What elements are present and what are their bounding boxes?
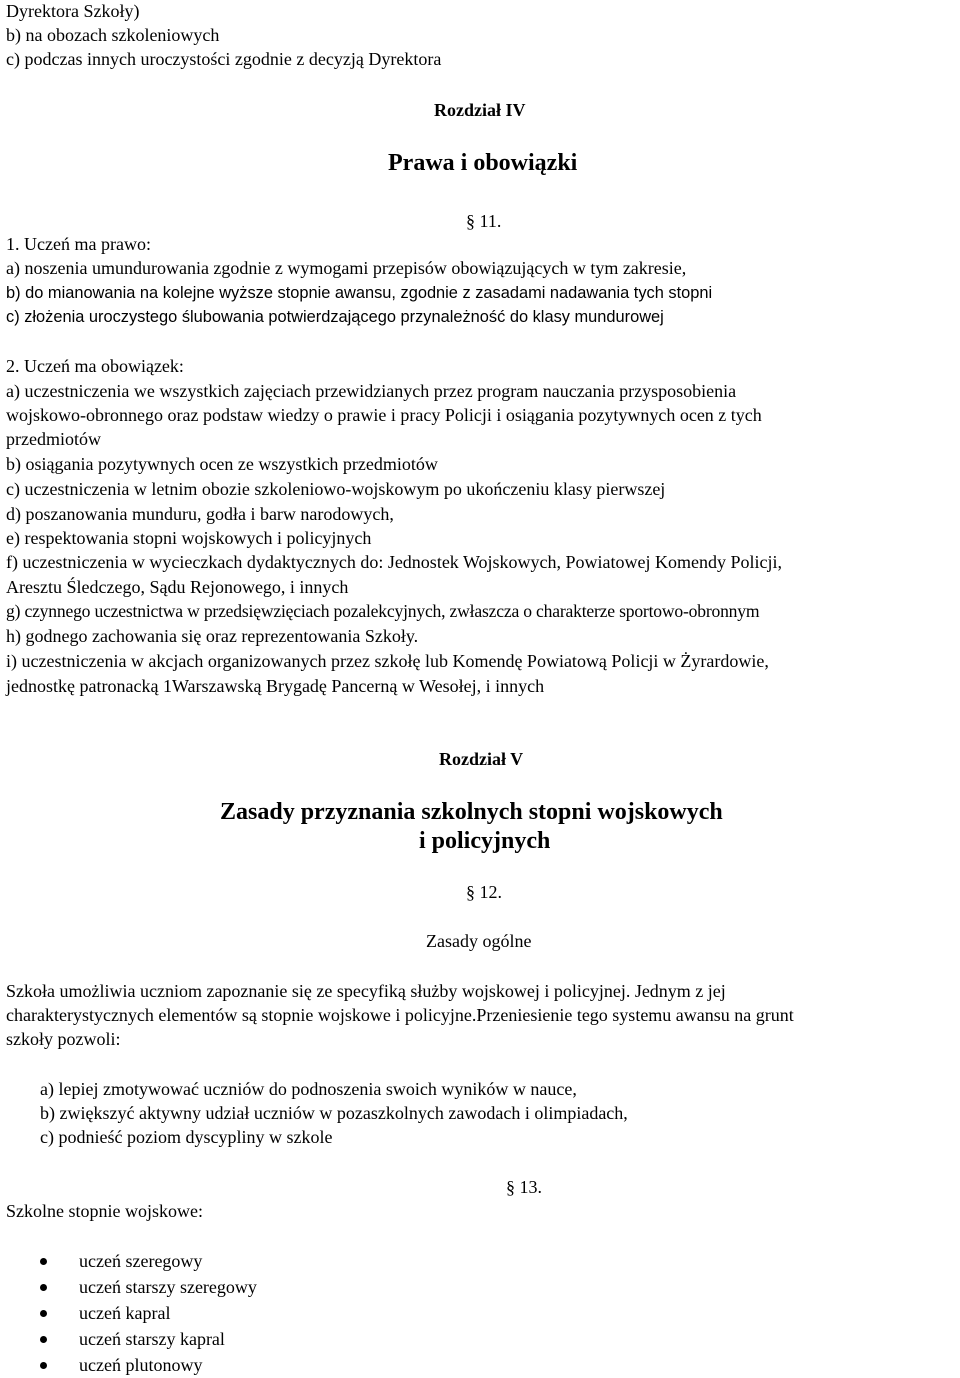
chapter-title: i policyjnych: [419, 828, 551, 854]
list-intro: 1. Uczeń ma prawo:: [6, 234, 151, 254]
list-item: i) uczestniczenia w akcjach organizowanych przez szkołę lub Komendę Powiatową Policji w Żyrardowie,: [6, 651, 769, 671]
list-item: a) uczestniczenia we wszystkich zajęciach przewidzianych przez program nauczania przysposobienia: [6, 381, 737, 401]
list-item: c) podnieść poziom dyscypliny w szkole: [40, 1127, 333, 1147]
text-line: Dyrektora Szkoły): [6, 1, 140, 21]
bullet-icon: [40, 1258, 47, 1265]
list-item: b) na obozach szkoleniowych: [6, 25, 220, 45]
bullet-icon: [40, 1284, 47, 1291]
list-item: d) poszanowania munduru, godła i barw narodowych,: [6, 504, 394, 524]
chapter-heading: Rozdział IV: [434, 100, 526, 120]
section-subtitle: Zasady ogólne: [426, 931, 532, 951]
list-item: c) uczestniczenia w letnim obozie szkoleniowo-wojskowym po ukończeniu klasy pierwszej: [6, 479, 666, 499]
list-intro: 2. Uczeń ma obowiązek:: [6, 356, 184, 376]
list-item-continuation: jednostkę patronacką 1Warszawską Brygadę Pancerną w Wesołej, i innych: [6, 676, 545, 696]
list-item: b) zwiększyć aktywny udział uczniów w pozaszkolnych zawodach i olimpiadach,: [40, 1103, 628, 1123]
paragraph-line: Szkoła umożliwia uczniom zapoznanie się ze specyfiką służby wojskowej i policyjnej. Jednym z jej: [6, 981, 726, 1001]
list-item: a) lepiej zmotywować uczniów do podnoszenia swoich wyników w nauce,: [40, 1079, 577, 1099]
list-item: f) uczestniczenia w wycieczkach dydaktycznych do: Jednostek Wojskowych, Powiatowej Komendy Policji,: [6, 552, 783, 572]
list-item: c) podczas innych uroczystości zgodnie z decyzją Dyrektora: [6, 49, 442, 69]
bullet-icon: [40, 1362, 47, 1369]
list-item: g) czynnego uczestnictwa w przedsięwzięciach pozalekcyjnych, zwłaszcza o charakterze sportowo-obronnym: [6, 601, 760, 621]
section-number: § 12.: [466, 882, 502, 902]
bullet-icon: [40, 1336, 47, 1343]
bullet-icon: [40, 1310, 47, 1317]
list-item: uczeń kapral: [79, 1303, 171, 1323]
list-item-continuation: wojskowo-obronnego oraz podstaw wiedzy o prawie i pracy Policji i osiągania pozytywnych ocen z tych: [6, 405, 762, 425]
chapter-title: Zasady przyznania szkolnych stopni wojskowych: [220, 799, 723, 825]
section-number: § 11.: [466, 211, 502, 231]
chapter-title: Prawa i obowiązki: [388, 150, 578, 176]
list-item: b) do mianowania na kolejne wyższe stopnie awansu, zgodnie z zasadami nadawania tych stopni: [6, 284, 713, 302]
list-item-continuation: przedmiotów: [6, 429, 101, 449]
list-intro: Szkolne stopnie wojskowe:: [6, 1201, 203, 1221]
list-item-continuation: Aresztu Śledczego, Sądu Rejonowego, i innych: [6, 577, 349, 597]
chapter-heading: Rozdział V: [439, 749, 524, 769]
list-item: e) respektowania stopni wojskowych i policyjnych: [6, 528, 372, 548]
list-item: uczeń starszy kapral: [79, 1329, 225, 1349]
list-item: uczeń szeregowy: [79, 1251, 203, 1271]
section-number: § 13.: [506, 1177, 542, 1197]
list-item: a) noszenia umundurowania zgodnie z wymogami przepisów obowiązujących w tym zakresie,: [6, 258, 687, 278]
list-item: h) godnego zachowania się oraz reprezentowania Szkoły.: [6, 626, 419, 646]
list-item: c) złożenia uroczystego ślubowania potwierdzającego przynależność do klasy mundurowej: [6, 308, 664, 326]
paragraph-line: szkoły pozwoli:: [6, 1029, 121, 1049]
list-item: b) osiągania pozytywnych ocen ze wszystkich przedmiotów: [6, 454, 438, 474]
paragraph-line: charakterystycznych elementów są stopnie wojskowe i policyjne.Przeniesienie tego systemu awansu na grunt: [6, 1005, 794, 1025]
list-item: uczeń starszy szeregowy: [79, 1277, 257, 1297]
list-item: uczeń plutonowy: [79, 1355, 203, 1375]
